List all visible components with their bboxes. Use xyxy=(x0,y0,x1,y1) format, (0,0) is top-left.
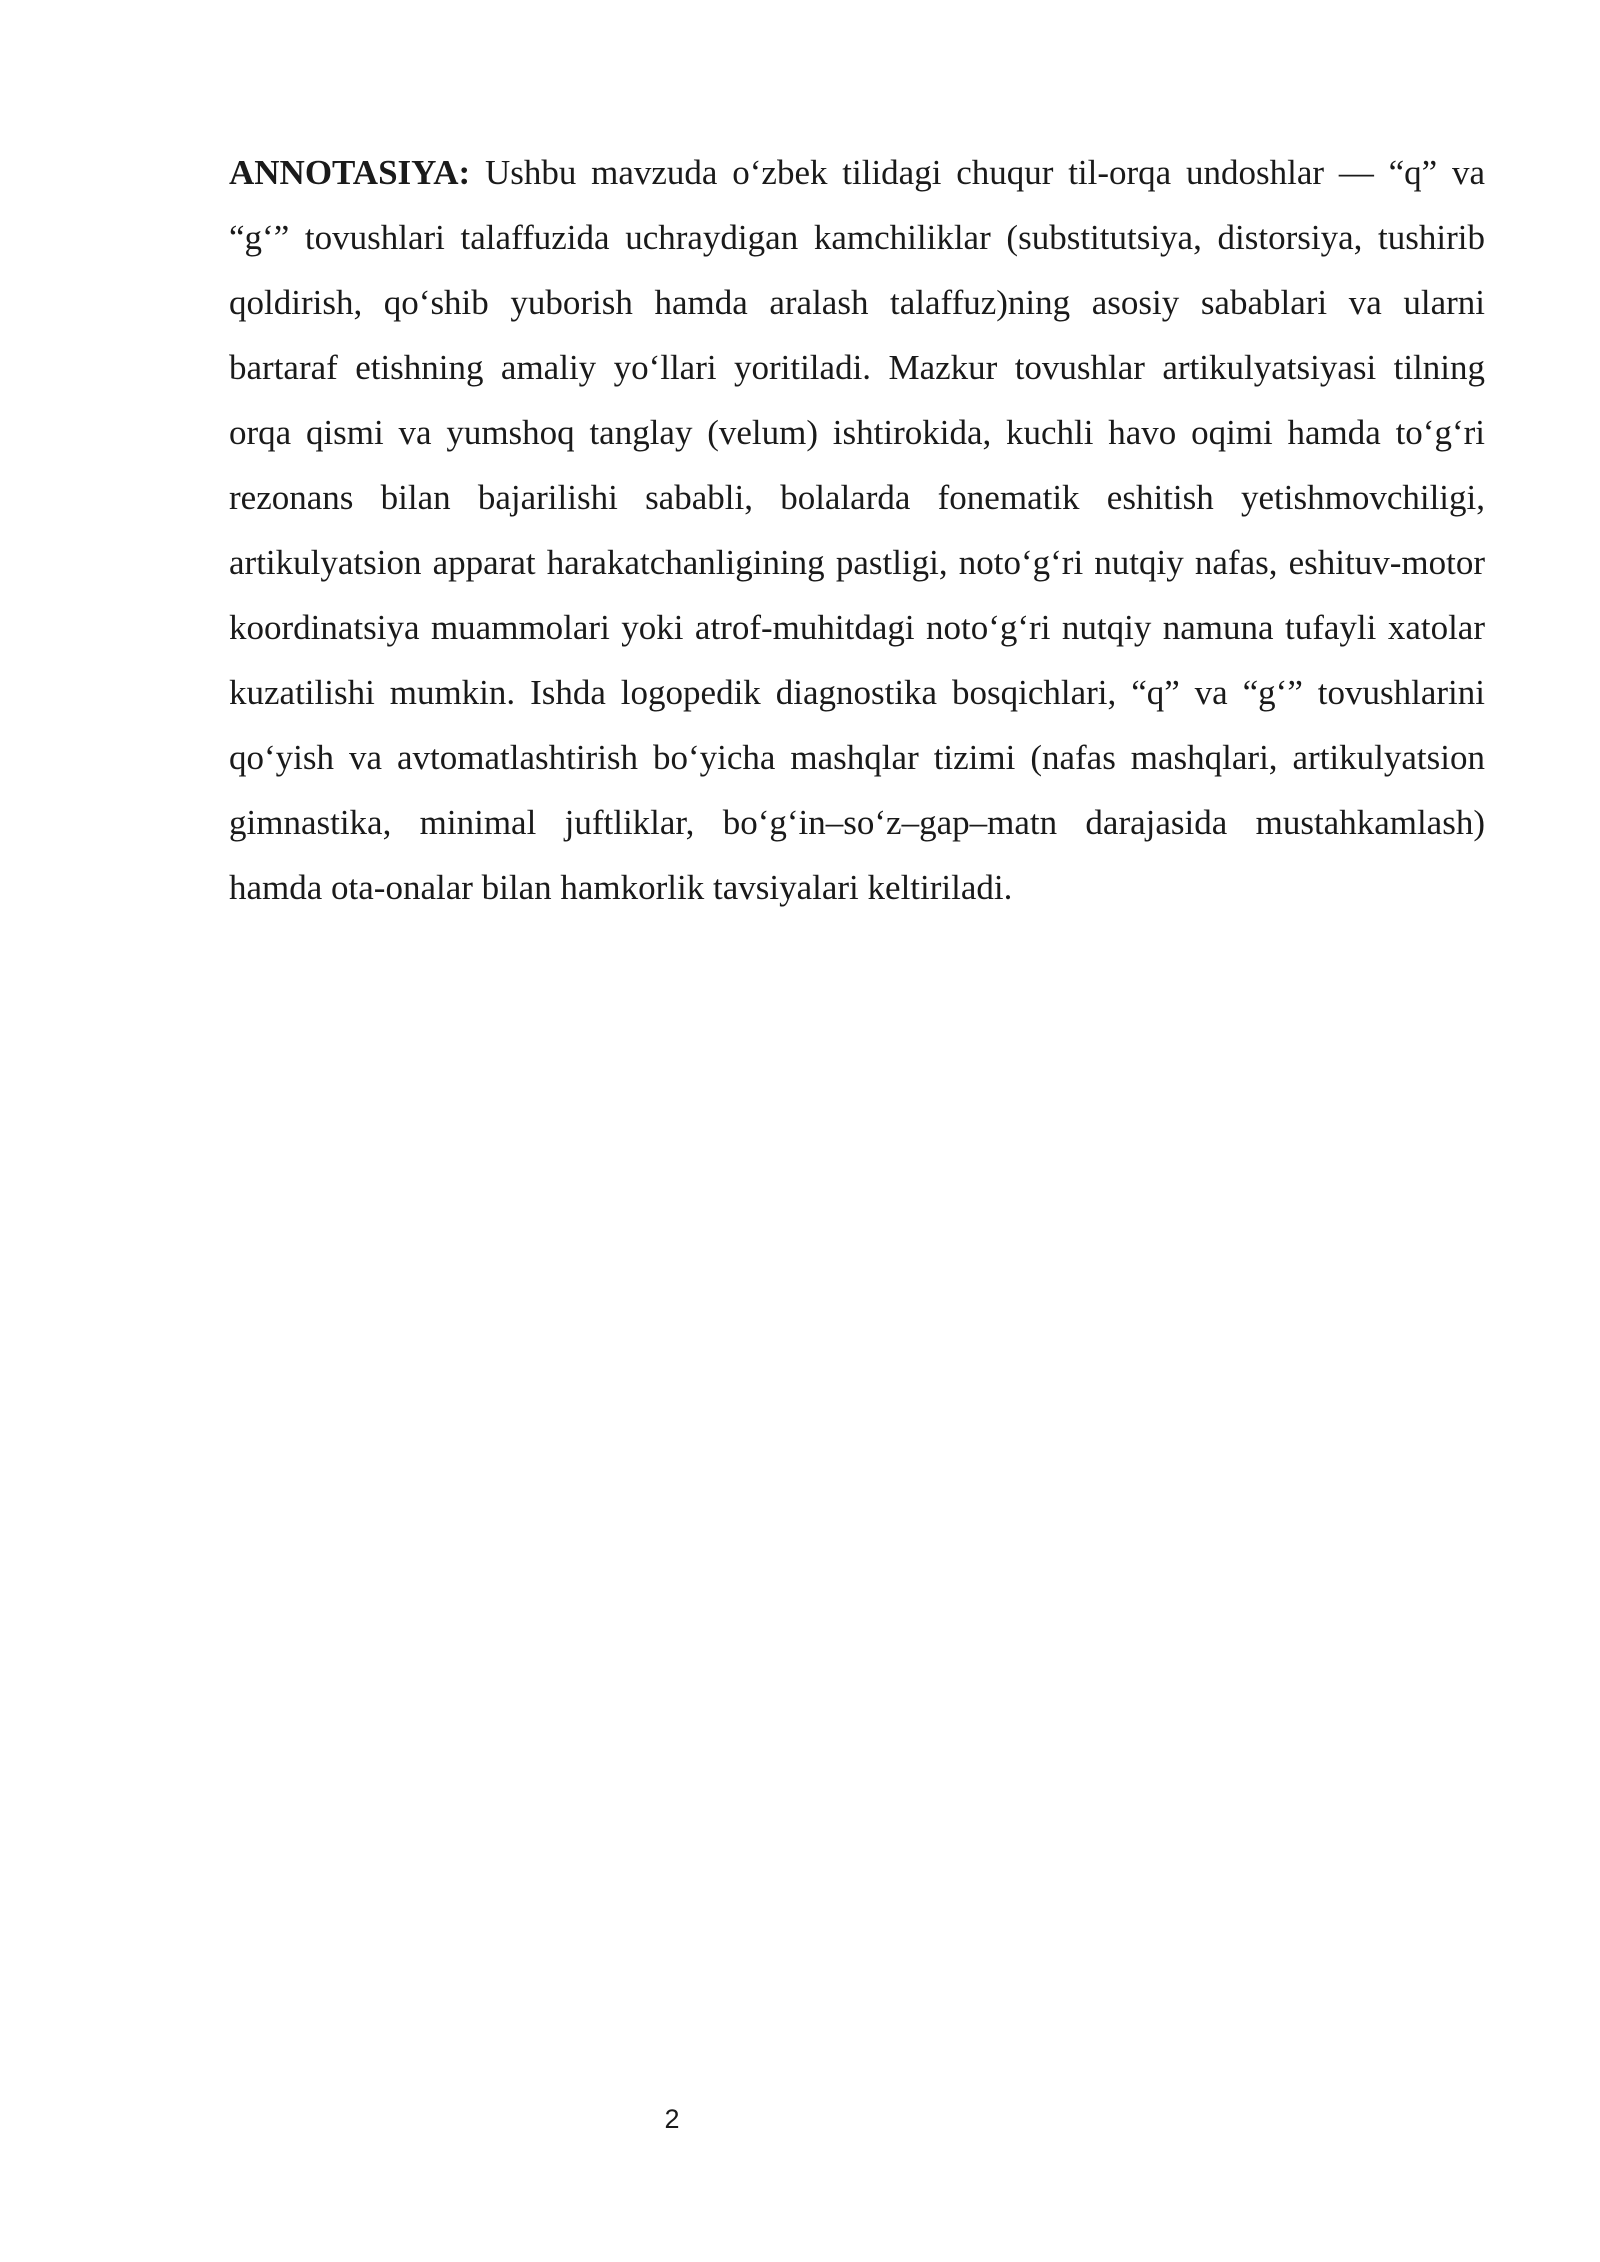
abstract-text: Ushbu mavzuda o‘zbek tilidagi chuqur til-orqa undoshlar — “q” va “g‘” tovushlari talaffuzida uchraydigan kamchiliklar (substitutsiya, distorsiya, tushirib qoldirish, qo‘shib yuborish hamda aralash talaffuz)ning asosiy sabablari va ularni bartaraf etishning amaliy yo‘llari yoritiladi. Mazkur tovushlar artikulyatsiyasi tilning orqa qismi va yumshoq tanglay (velum) ishtirokida, kuchli havo oqimi hamda to‘g‘ri rezonans bilan bajarilishi sababli, bolalarda fonematik eshitish yetishmovchiligi, artikulyatsion apparat harakatchanligining pastligi, noto‘g‘ri nutqiy nafas, eshituv-motor koordinatsiya muammolari yoki atrof-muhitdagi noto‘g‘ri nutqiy namuna tufayli xatolar kuzatilishi mumkin. Ishda logopedik diagnostika bosqichlari, “q” va “g‘” tovushlarini qo‘yish va avtomatlashtirish bo‘yicha mashqlar tizimi (nafas mashqlari, artikulyatsion gimnastika, minimal juftliklar, bo‘g‘in–so‘z–gap–matn darajasida mustahkamlash) hamda ota-onalar bilan hamkorlik tavsiyalari keltiriladi. xyxy=(229,153,1486,907)
abstract-label: ANNOTASIYA: xyxy=(229,153,471,192)
abstract-paragraph xyxy=(229,140,1485,920)
page-number: 2 xyxy=(664,2104,680,2134)
